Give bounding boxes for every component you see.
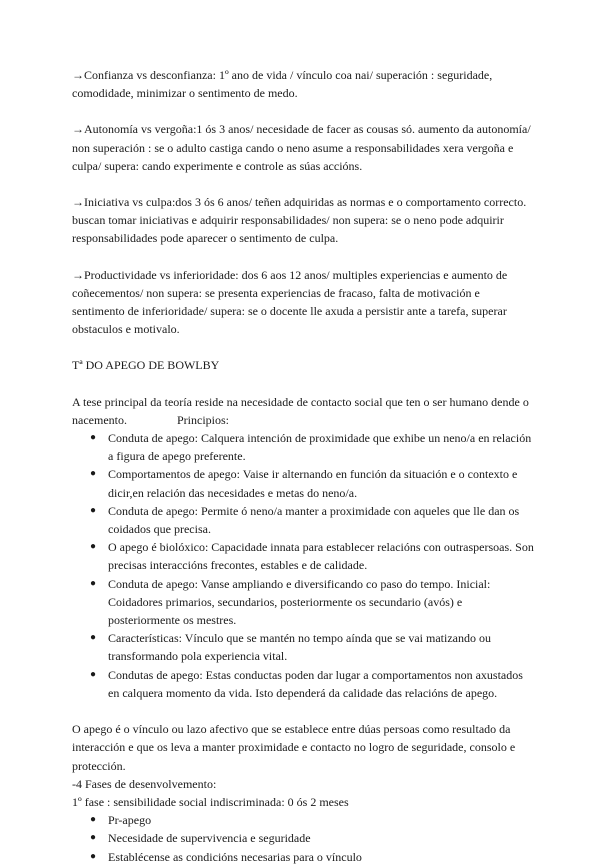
phases-title: -4 Fases de desenvolvemento: — [72, 776, 217, 791]
list-item — [72, 429, 534, 465]
bullet-icon: ● — [90, 432, 97, 444]
bullet-icon: ● — [90, 632, 97, 644]
principles-list — [72, 429, 534, 702]
list-item-text: Conduta de apego: Vanse ampliando e diversificando co paso do tempo. Inicial: Coidadores primarios, secundarios, posteriormente os secundario (avós) e posteriormente os mestres. — [108, 576, 491, 628]
list-item-text: Conduta de apego: Calquera intención de proximidade que exhibe un neno/a en relación a figura de apego preferente. — [108, 431, 532, 464]
list-item-text: O apego é biolóxico: Capacidade innata para establecer relacións con outraspersoas. Son precisas interaccións frecontes, estables e de calidade. — [108, 540, 534, 573]
list-item-text: Condutas de apego: Estas conductas poden dar lugar a comportamentos non axustados en calquera momento da vida. Isto dependerá da calidade das relacións de apego. — [108, 667, 523, 700]
list-item-text: Conduta de apego: Permite ó neno/a manter a proximidade con aqueles que lle dan os coidados que precisa. — [108, 503, 520, 537]
bullet-icon: ● — [90, 814, 97, 826]
attachment-definition: O apego é o vínculo ou lazo afectivo que se establece entre dúas persoas como resultado da interacción e que os leva a manter proximidade e contacto no logro de seguridade, consolo e protección. — [72, 722, 516, 773]
bullet-icon: ● — [90, 850, 97, 862]
principles-label: Principios: — [176, 412, 229, 427]
bullet-icon: ● — [90, 504, 97, 516]
erikson-stage-autonomy: →Autonomía vs vergoña:1 ós 3 anos/ necesidade de facer as cousas só. aumento da autonomía/ non superación : se o adulto castiga cando o neno asume a responsabilidades xera vergoña e culpa/ supera: cando experimente e controle as súas accións. — [72, 122, 531, 173]
bullet-icon: ● — [90, 832, 97, 844]
list-item — [72, 465, 534, 501]
list-item — [72, 811, 534, 829]
erikson-stage-initiative: →Iniciativa vs culpa:dos 3 ós 6 anos/ teñen adquiridas as normas e o comportamento correcto. buscan tomar iniciativas e adquirir responsabilidades/ non supera: se o neno pode adquirir responsabilidades pode aparecer o sentimento de culpa. — [72, 195, 527, 246]
list-item — [72, 575, 534, 630]
section-heading-bowlby: Tª DO APEGO DE BOWLBY — [72, 358, 220, 373]
phase-1-title: 1º fase : sensibilidade social indiscriminada: 0 ós 2 meses — [72, 794, 349, 809]
phase-1-list — [72, 811, 534, 866]
list-item — [72, 829, 534, 847]
list-item-text: Necesidade de supervivencia e seguridade — [108, 831, 311, 846]
intro-paragraph — [72, 393, 534, 429]
erikson-stage-trust: →Confianza vs desconfianza: 1º ano de vida / vínculo coa nai/ superación : seguridade, comodidade, minimizar o sentimento de medo. — [72, 68, 493, 101]
list-item-text: Pr-apego — [108, 813, 152, 828]
list-item — [72, 666, 534, 702]
list-item — [72, 848, 534, 866]
list-item — [72, 538, 534, 574]
bullet-icon: ● — [90, 541, 97, 553]
bullet-icon: ● — [90, 668, 97, 680]
document-page — [72, 66, 534, 866]
list-item-text: Establécense as condicións necesarias para o vínculo — [108, 849, 362, 864]
bullet-icon: ● — [90, 577, 97, 589]
erikson-stage-industry: →Productividade vs inferioridade: dos 6 aos 12 anos/ multiples experiencias e aumento de coñecementos/ non supera: se presenta experiencias de fracaso, falta de motivación e sentimento de inferioridade/ supera: se o docente lle axuda a persistir ante a tarefa, superar obstaculos e motivalo. — [72, 267, 508, 337]
list-item — [72, 502, 534, 538]
list-item-text: Comportamentos de apego: Vaise ir alternando en función da situación e o contexto e dicir,en relación das necesidades e metas do neno/a. — [108, 467, 518, 500]
bullet-icon: ● — [90, 468, 97, 480]
intro-text: A tese principal da teoría reside na necesidade de contacto social que ten o ser humano dende o nacemento. — [72, 394, 529, 427]
list-item — [72, 629, 534, 665]
list-item-text: Características: Vínculo que se mantén no tempo aínda que se vai matizando ou transformando pola experiencia vital. — [108, 631, 491, 664]
